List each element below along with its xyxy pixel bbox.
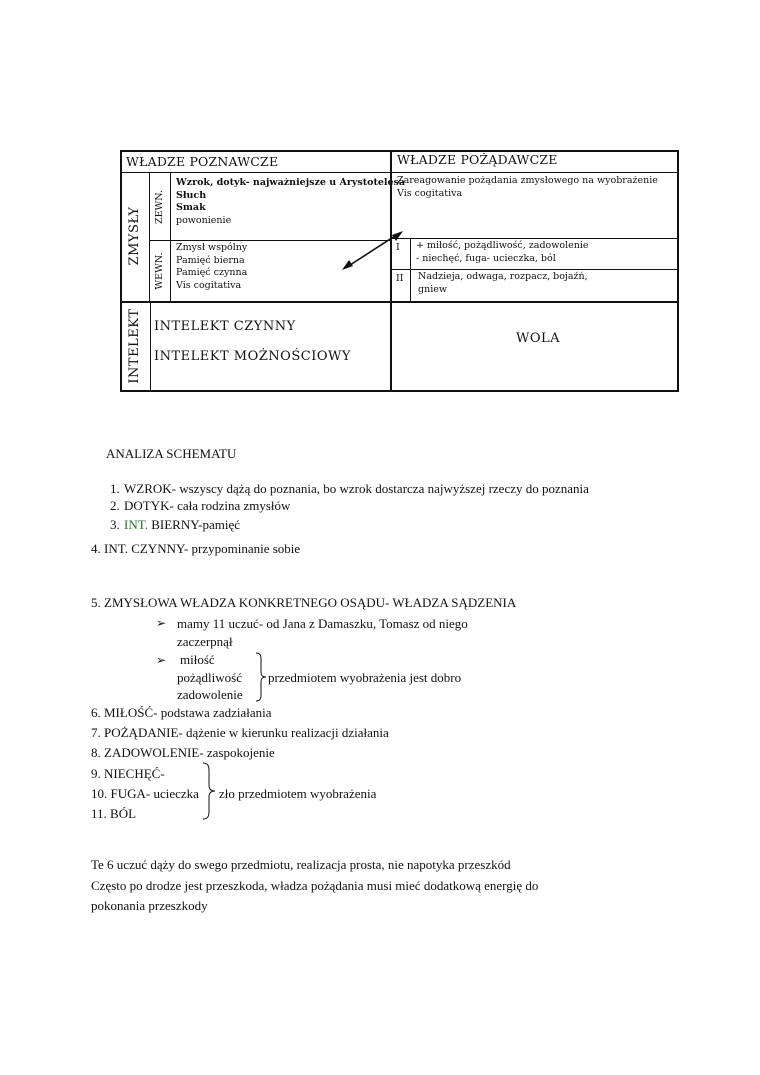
list-item: 9. NIECHĘĆ-: [91, 766, 165, 781]
list-item: WZROK- wszyscy dążą do poznania, bo wzrok dostarcza najwyższej rzeczy do poznania: [124, 481, 589, 496]
list-item: 4. INT. CZYNNY- przypominanie sobie: [91, 541, 301, 556]
appetite-reaction: [397, 175, 658, 200]
internal-senses-list: [176, 242, 247, 292]
list-item-number: 1.: [110, 481, 120, 496]
internal-sense-item: Pamięć bierna: [176, 254, 245, 266]
row-ii-line: gniew: [418, 283, 447, 295]
right-brace-icon: [201, 762, 217, 820]
bullet-word: pożądliwość: [177, 670, 242, 685]
row-i-line: - niechęć, fuga- ucieczka, ból: [416, 252, 556, 264]
paragraph-line: Często po drodze jest przeszkoda, władza pożądania musi mieć dodatkową energię do: [91, 878, 539, 893]
external-sense-item: Wzrok, dotyk- najważniejsze u Arystotelesa: [176, 177, 406, 188]
schema-border-right: [677, 150, 679, 392]
right-brace-icon: [254, 652, 268, 702]
bullet-text: mamy 11 uczuć- od Jana z Damaszku, Tomasz od niego: [177, 616, 468, 631]
row-ii-line: Nadzieja, odwaga, rozpacz, bojaźń,: [418, 271, 588, 282]
wewn-label: WEWN.: [154, 252, 165, 290]
external-senses-list: [176, 177, 405, 227]
cognitive-powers-header: WŁADZE POZNAWCZE: [126, 154, 279, 169]
list-item: 7. POŻĄDANIE- dążenie w kierunku realizacji działania: [91, 725, 389, 740]
analysis-heading: ANALIZA SCHEMATU: [106, 446, 237, 461]
schema-intelekt-column: [150, 301, 151, 391]
schema-border-left: [120, 150, 122, 392]
arrow-bullet-icon: ➢: [156, 616, 167, 630]
list-item: 11. BÓL: [91, 806, 137, 821]
list-item-rest: BIERNY-pamięć: [147, 517, 241, 532]
zewn-label: ZEWN.: [154, 189, 165, 225]
highlighted-text: INT.: [124, 517, 148, 532]
row-i-numeral: I: [396, 242, 400, 253]
row-ii-text: [418, 271, 588, 296]
schema-numeral-column: [410, 238, 411, 301]
row-ii-numeral: II: [396, 273, 404, 284]
external-sense-item: Smak: [176, 202, 206, 213]
schema-appetite-divider-2: [390, 269, 679, 270]
arrow-bullet-icon: ➢: [156, 653, 167, 667]
schema-intellect-divider: [120, 301, 679, 303]
appetitive-powers-header: WŁADZE POŻĄDAWCZE: [397, 152, 558, 167]
appetite-reaction-line: Zareagowanie pożądania zmysłowego na wyobrażenie: [397, 175, 658, 186]
list-item: 8. ZADOWOLENIE- zaspokojenie: [91, 745, 275, 760]
external-sense-item: Słuch: [176, 189, 207, 201]
schema-header-divider: [120, 172, 679, 173]
list-item-number: 2.: [110, 498, 120, 513]
internal-sense-item: Pamięć czynna: [176, 267, 248, 278]
list-item: DOTYK- cała rodzina zmysłów: [124, 498, 291, 513]
double-arrow-icon: [340, 228, 405, 273]
bullet-word: zadowolenie: [177, 687, 243, 702]
schema-zmysly-column: [149, 172, 150, 301]
schema-zewn-column: [170, 172, 171, 301]
list-item: [124, 517, 240, 533]
paragraph-line: pokonania przeszkody: [91, 898, 208, 913]
zmysly-label: ZMYSŁY: [127, 206, 142, 266]
bullet-note: przedmiotem wyobrażenia jest dobro: [268, 670, 462, 685]
schema-appetite-divider-1: [390, 238, 679, 239]
row-i-line: + miłość, pożądliwość, zadowolenie: [416, 240, 589, 251]
row-i-text: [416, 240, 589, 265]
list-item: 6. MIŁOŚĆ- podstawa zadziałania: [91, 705, 272, 720]
internal-sense-item: Vis cogitativa: [176, 279, 242, 291]
paragraph-line: Te 6 uczuć dąży do swego przedmiotu, realizacja prosta, nie napotyka przeszkód: [91, 857, 511, 872]
bullet-text: zaczerpnął: [177, 634, 233, 649]
will-label: WOLA: [516, 331, 561, 346]
list-item: 10. FUGA- ucieczka: [91, 786, 199, 801]
list-item: 5. ZMYSŁOWA WŁADZA KONKRETNEGO OSĄDU- WŁADZA SĄDZENIA: [91, 595, 517, 610]
active-intellect: INTELEKT CZYNNY: [154, 319, 296, 334]
schema-border-bottom: [120, 390, 679, 392]
bullet-word: miłość: [180, 652, 215, 667]
list-item-number: 3.: [110, 517, 120, 532]
intelekt-label: INTELEKT: [127, 308, 142, 384]
schema-diagram: [120, 150, 679, 392]
bad-note: zło przedmiotem wyobrażenia: [219, 786, 377, 801]
external-sense-item: powonienie: [176, 214, 232, 226]
appetite-reaction-line: Vis cogitativa: [397, 187, 463, 199]
internal-sense-item: Zmysł wspólny: [176, 242, 248, 253]
possible-intellect: INTELEKT MOŻNOŚCIOWY: [154, 349, 351, 364]
